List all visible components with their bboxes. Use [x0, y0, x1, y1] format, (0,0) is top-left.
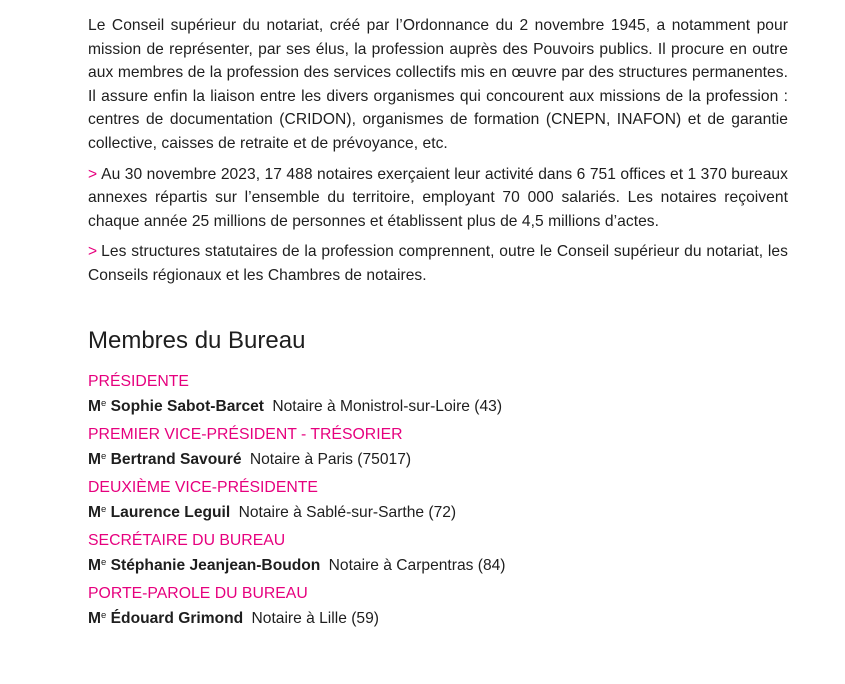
member-name: Stéphanie Jeanjean-Boudon	[110, 556, 321, 574]
member-person	[88, 552, 788, 577]
bureau-member	[88, 477, 788, 524]
bureau-member-list	[88, 371, 788, 630]
arrow-bullet-icon: >	[88, 165, 98, 183]
intro-paragraph-2-text: Au 30 novembre 2023, 17 488 notaires exerçaient leur activité dans 6 751 offices et 1 370 bureaux annexes répartis sur l’ensemble du territoire, employant 70 000 salariés. Les notaires reçoivent chaque année 25 millions de personnes et établissent plus de 4,5 millions d’actes.	[88, 165, 788, 230]
honorific: Me	[88, 397, 107, 415]
member-description: Notaire à Monistrol-sur-Loire (43)	[272, 397, 503, 415]
member-person	[88, 393, 788, 418]
member-role: PREMIER VICE-PRÉSIDENT - TRÉSORIER	[88, 425, 403, 443]
honorific: Me	[88, 609, 107, 627]
intro-paragraph-3-text: Les structures statutaires de la profession comprennent, outre le Conseil supérieur du notariat, les Conseils régionaux et les Chambres de notaires.	[88, 243, 788, 284]
bureau-member	[88, 424, 788, 471]
member-name: Édouard Grimond	[110, 609, 244, 627]
member-name: Bertrand Savouré	[110, 450, 242, 468]
intro-paragraph-1: Le Conseil supérieur du notariat, créé par l’Ordonnance du 2 novembre 1945, a notamment pour mission de représenter, par ses élus, la profession auprès des Pouvoirs publics. Il procure en outre aux membres de la profession des services collectifs mis en œuvre par des structures permanentes. Il assure enfin la liaison entre les divers organismes qui concourent aux missions de la profession : centres de documentation (CRIDON), organismes de formation (CNEPN, INAFON) et de garantie collective, caisses de retraite et de prévoyance, etc.	[88, 17, 788, 152]
member-role: PRÉSIDENTE	[88, 372, 189, 390]
member-person	[88, 446, 788, 471]
bureau-member	[88, 371, 788, 418]
member-person	[88, 499, 788, 524]
arrow-bullet-icon: >	[88, 243, 98, 261]
member-role: SECRÉTAIRE DU BUREAU	[88, 531, 286, 549]
bureau-member	[88, 530, 788, 577]
member-role: DEUXIÈME VICE-PRÉSIDENTE	[88, 478, 318, 496]
member-description: Notaire à Carpentras (84)	[328, 556, 506, 574]
member-name: Laurence Leguil	[110, 503, 231, 521]
member-role: PORTE-PAROLE DU BUREAU	[88, 584, 308, 602]
section-title-bureau: Membres du Bureau	[88, 326, 306, 354]
bureau-member	[88, 583, 788, 630]
member-person	[88, 605, 788, 630]
honorific: Me	[88, 556, 107, 574]
intro-paragraph-2	[88, 163, 788, 234]
honorific: Me	[88, 450, 107, 468]
member-description: Notaire à Lille (59)	[251, 609, 379, 627]
document-page	[88, 14, 788, 636]
intro-paragraph-3	[88, 240, 788, 287]
member-name: Sophie Sabot-Barcet	[110, 397, 265, 415]
honorific: Me	[88, 503, 107, 521]
member-description: Notaire à Paris (75017)	[249, 450, 412, 468]
member-description: Notaire à Sablé-sur-Sarthe (72)	[238, 503, 457, 521]
